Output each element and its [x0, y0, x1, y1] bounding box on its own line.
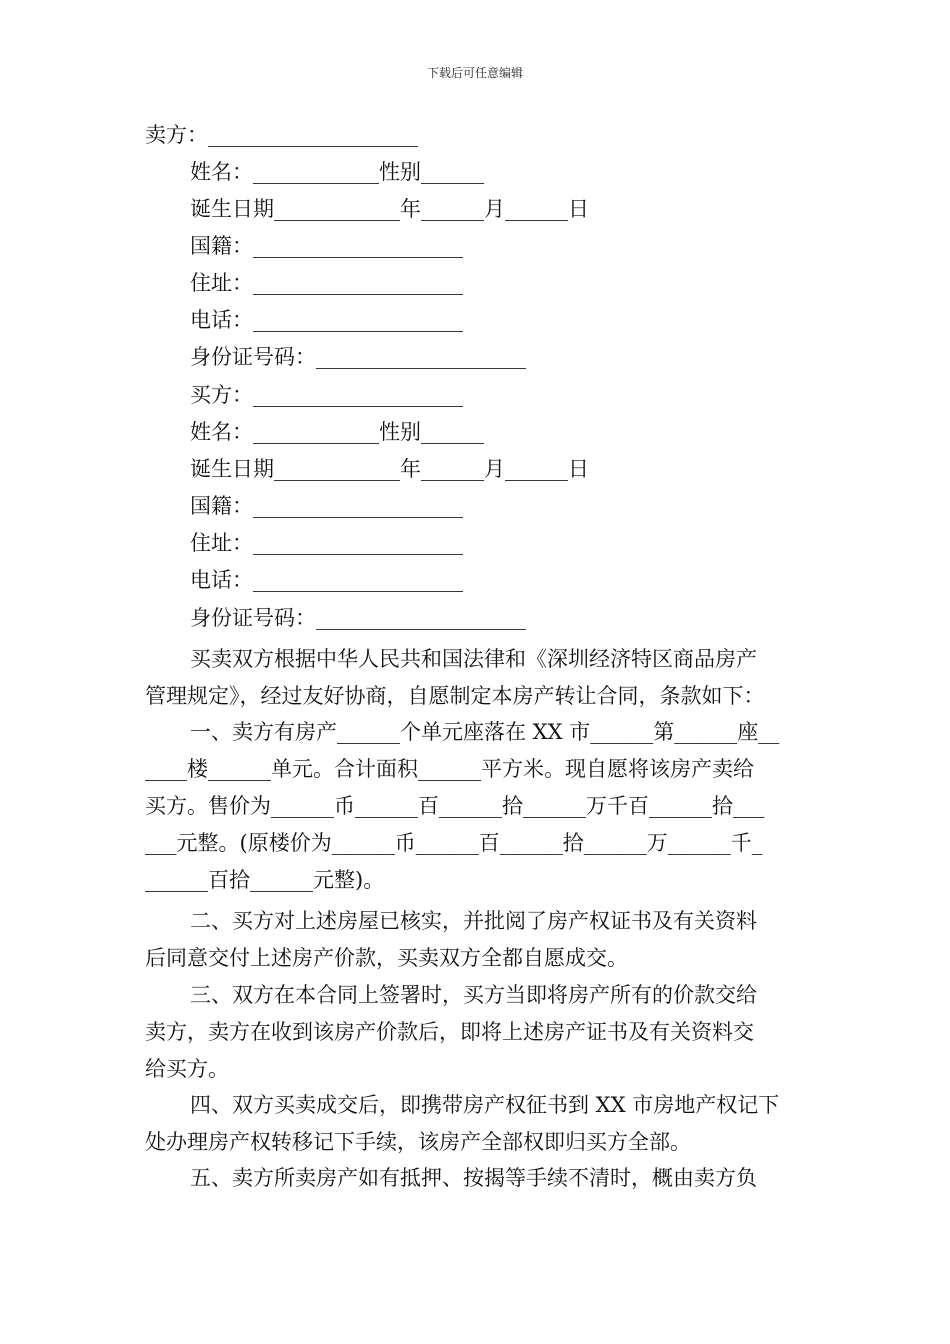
clause-2-line-2: 后同意交付上述房产价款，买卖双方全都自愿成交。 — [145, 946, 628, 970]
clause-1-line-2: ____楼______单元。合计面积______平方米。现自愿将该房产卖给 — [145, 757, 754, 781]
seller-line: 卖方：____________________ — [145, 123, 418, 147]
buyer-name-gender-line: 姓名：____________性别______ — [190, 420, 484, 444]
buyer-address-line: 住址：____________________ — [190, 531, 463, 555]
buyer-id-line: 身份证号码：____________________ — [190, 606, 526, 630]
intro-paragraph-line-2: 管理规定》，经过友好协商，自愿制定本房产转让合同，条款如下： — [145, 684, 765, 708]
clause-1-line-3: 买方。售价为______币______百______拾______万千百______拾___ — [145, 794, 765, 818]
seller-birthdate-line: 诞生日期____________年______月______日 — [190, 197, 589, 221]
buyer-line: 买方：____________________ — [190, 383, 463, 407]
clause-1-line-5: ______百拾______元整)。 — [145, 868, 385, 892]
clause-4-line-1: 四、双方买卖成交后，即携带房产权征书到 XX 市房地产权记下 — [190, 1093, 780, 1117]
clause-5-line-1: 五、卖方所卖房产如有抵押、按揭等手续不清时，概由卖方负 — [190, 1166, 757, 1190]
buyer-birthdate-line: 诞生日期____________年______月______日 — [190, 457, 589, 481]
seller-phone-line: 电话：____________________ — [190, 308, 463, 332]
clause-3-line-1: 三、双方在本合同上签署时，买方当即将房产所有的价款交给 — [190, 983, 757, 1007]
clause-3-line-3: 给买方。 — [145, 1057, 229, 1081]
seller-address-line: 住址：____________________ — [190, 271, 463, 295]
intro-paragraph-line-1: 买卖双方根据中华人民共和国法律和《深圳经济特区商品房产 — [190, 647, 757, 671]
buyer-phone-line: 电话：____________________ — [190, 568, 463, 592]
seller-id-line: 身份证号码：____________________ — [190, 345, 526, 369]
clause-3-line-2: 卖方，卖方在收到该房产价款后，即将上述房产证书及有关资料交 — [145, 1020, 754, 1044]
seller-name-gender-line: 姓名：____________性别______ — [190, 160, 484, 184]
page-header: 下载后可任意编辑 — [426, 66, 523, 80]
clause-1-line-1: 一、卖方有房产______个单元座落在 XX 市______第______座__ — [190, 720, 780, 744]
seller-nationality-line: 国籍：____________________ — [190, 234, 463, 258]
clause-2-line-1: 二、买方对上述房屋已核实，并批阅了房产权证书及有关资料 — [190, 909, 757, 933]
clause-1-line-4: ___元整。(原楼价为______币______百______拾______万______千_ — [145, 831, 763, 855]
buyer-nationality-line: 国籍：____________________ — [190, 494, 463, 518]
clause-4-line-2: 处办理房产权转移记下手续，该房产全部权即归买方全部。 — [145, 1130, 691, 1154]
